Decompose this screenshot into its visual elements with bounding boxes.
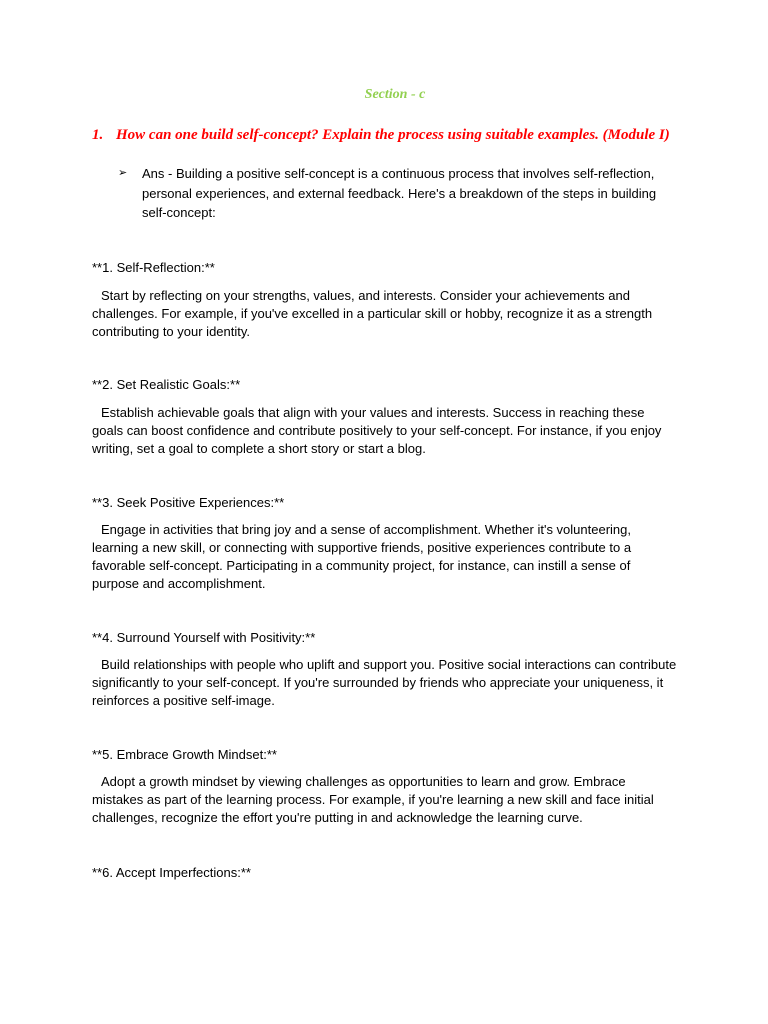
question-1 [92, 125, 692, 145]
step-1-heading: **1. Self-Reflection:** [92, 260, 215, 275]
step-2-body: Establish achievable goals that align with your values and interests. Success in reaching these goals can boost confidence and contribute positively to your self-concept. For instance, if you enjoy writing, set a goal to complete a short story or start a blog. [92, 405, 662, 456]
step-4-heading: **4. Surround Yourself with Positivity:** [92, 630, 316, 645]
step-5-heading: **5. Embrace Growth Mindset:** [92, 747, 277, 762]
step-3-body: Engage in activities that bring joy and a sense of accomplishment. Whether it's volunteering, learning a new skill, or connecting with supportive friends, positive experiences contribute to a favorable self-concept. Participating in a community project, for instance, can instill a sense of purpose and accomplishment. [92, 522, 632, 591]
arrow-bullet-icon: ➢ [118, 167, 128, 179]
step-6-heading: **6. Accept Imperfections:** [92, 865, 251, 880]
answer-intro [118, 164, 678, 223]
answer-text: Ans - Building a positive self-concept is a continuous process that involves self-reflection, personal experiences, and external feedback. Here's a breakdown of the steps in building self-concept: [142, 166, 657, 220]
question-number: 1. [92, 127, 104, 143]
step-2-heading: **2. Set Realistic Goals:** [92, 377, 241, 392]
question-text: How can one build self-concept? Explain the process using suitable examples. (Module I) [116, 127, 670, 143]
section-title: Section - c [364, 87, 426, 102]
step-1-body: Start by reflecting on your strengths, values, and interests. Consider your achievements and challenges. For example, if you've excelled in a particular skill or hobby, recognize it as a strength contributing to your identity. [92, 288, 653, 339]
step-3-heading: **3. Seek Positive Experiences:** [92, 495, 285, 510]
step-4-body: Build relationships with people who uplift and support you. Positive social interactions can contribute significantly to your self-concept. If you're surrounded by friends who appreciate your uniqueness, it reinforces a positive self-image. [92, 657, 677, 708]
step-5-body: Adopt a growth mindset by viewing challenges as opportunities to learn and grow. Embrace mistakes as part of the learning process. For example, if you're learning a new skill and face initial challenges, recognize the effort you're putting in and acknowledge the learning curve. [92, 774, 654, 825]
